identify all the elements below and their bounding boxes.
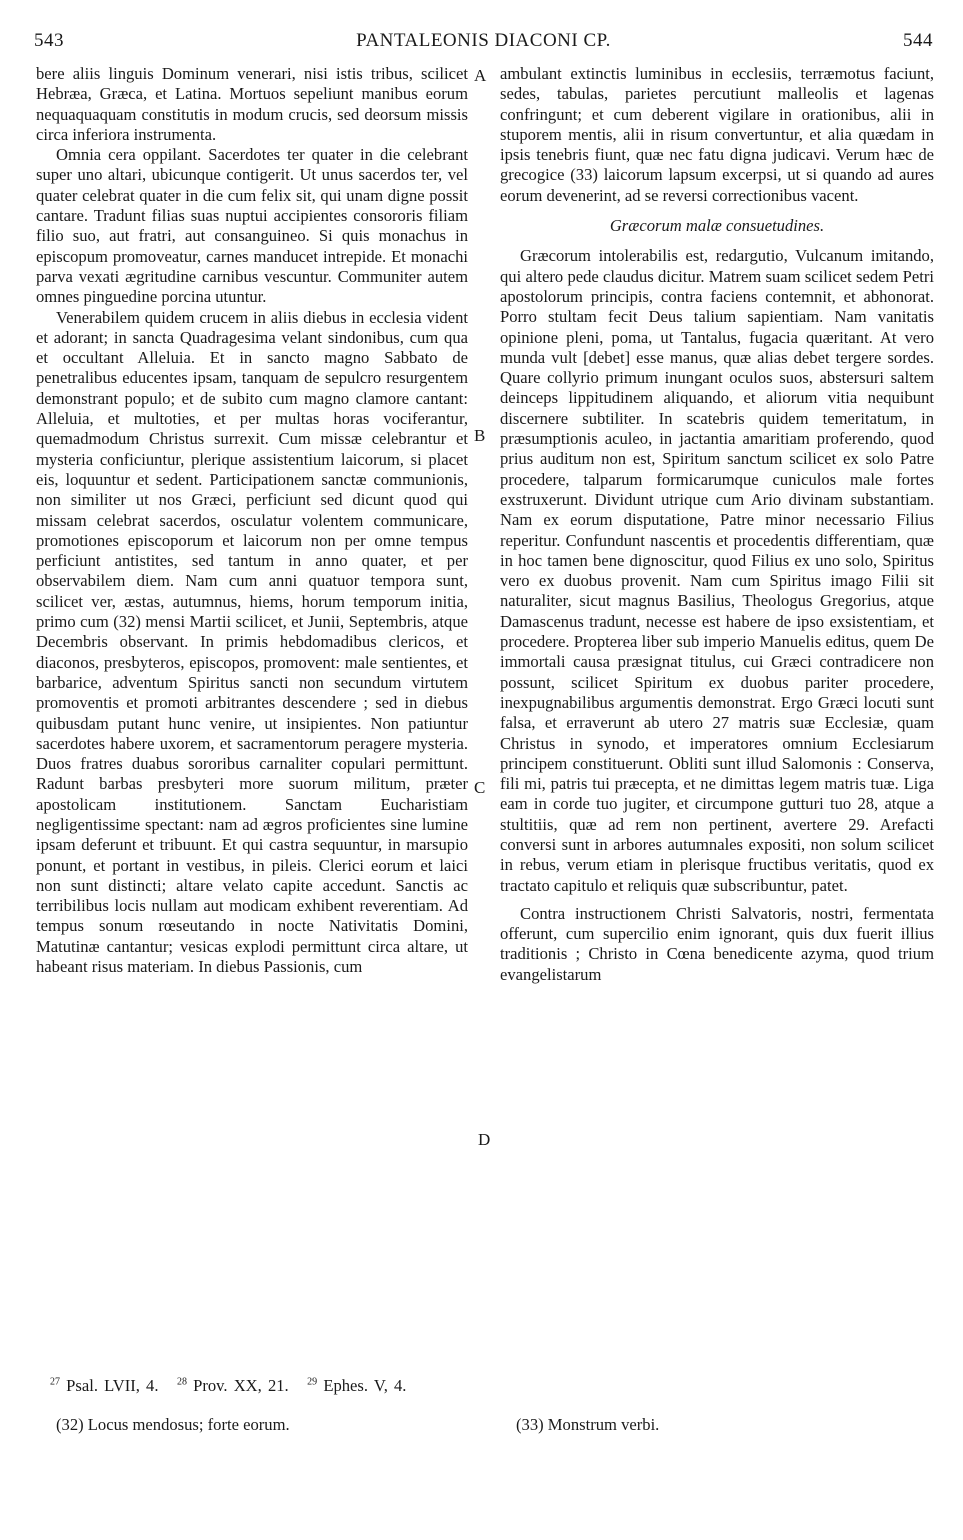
footnote-citations [50,1376,406,1396]
section-heading: Græcorum malæ consuetudines. [609,216,825,236]
margin-letter-c: C [474,778,486,797]
paragraph: Omnia cera oppilant. Sacerdotes ter quater in die celebrant super uno altari, ubicunque contigerit. Ut unus sacerdos ter, vel quater celebrat quater in die cum felix sit, qui unam digne possit cantare. Tradunt filias suas nuptui accipientes consororis filiam filio suo, aut fratri, aut consanguineo. Si quis monachus in episcopum promoveatur, carnes manducet intrepide. Et monachi parva vexati ægritudine carnibus vescuntur. Communiter autem omnes pinguedine porcina utuntur. [36,145,468,307]
margin-letter-b: B [474,426,486,445]
paragraph: Contra instructionem Christi Salvatoris, nostri, fermentata offerunt, cum supercilio enim ignorant, quis dux fuerit illius traditionis ; Christo in Cœna benedicente azyma, quod trium evangelistarum [500,903,934,984]
paragraph: Venerabilem quidem crucem in aliis diebus in ecclesia vident et adorant; in sancta Quadragesima velant sindonibus, cum qua et occultant Alleluia. Et in sancto magno Sabbato de penetralibus educentes ipsam, tanquam de sepulcro resurgentem demonstrant populo; et de subito cum magno clamore cantant: Alleluia, et multoties, et per multas horas vociferantur, quemadmodum Christus surrexit. Cum missæ celebrantur et mysteria conficiuntur, plerique assistentium laicorum, si placet eis, loquuntur et sedent. Participationem sanctæ communionis, non similiter ut nos Græci, perficiunt sed dicunt quod qui missam celebrat sacerdos, osculatur volentem communicare, promotiones episcoporum et laicorum non per omne tempus perficiunt antistites, sed tantum in anno quater, et per observabilem diem. Nam cum anni quatuor tempora sunt, scilicet ver, æstas, autumnus, hiems, horum temporum initia, primo cum (32) mensi Martii scilicet, et Junii, Septembris, atque Decembris observant. In primis hebdomadibus clericos, et diaconos, presbyteros, episcopos, promovent: male sentientes, et barbarice, adventum Spiritus sancti non secundum virtutem promoventis et promoti arbitrantes descendere ; sed in diebus quibusdam putant hunc venire, ut insipientes. Non patiuntur sacerdotes habere uxorem, et sacramentorum peragere mysteria. Duos fratres duabus sororibus carnaliter copulari permittunt. Radunt barbas presbyteri more suorum militum, præter apostolicam institutionem. Sanctam Eucharistiam negligentissime spectant: nam ad ægros proficientes sine lumine ipsam deferunt et tribuunt. Et qui castra sequuntur, in marsupio ponunt, et portant in vestibus, in pileis. Clerici eorum et laici non sunt distincti; altare velato capite accedunt. Sanctis ac terribilibus locis nullam aut modicam exhibent reverentiam. Ad tempus sonum rœseutando in nocte Nativitatis Domini, Matutinæ cantantur; vesicas explodi permittunt circa altare, ut habeant risus materiam. In diebus Passionis, cum [36,307,468,977]
page-number-right: 544 [903,30,933,51]
footnote-citation: Prov. XX, 21. [193,1376,289,1395]
footnote-number: 28 [176,1376,187,1388]
paragraph: Græcorum intolerabilis est, redargutio, Vulcanum imitando, qui altero pede claudus dicitur. Matrem suam scilicet sedem Petri apostolorum principis, contra faciens contemnit, et abhonorat. Porro stultam fecit Deus talium sapientiam. Nam vanitatis opinione pleni, poma, ut Tantalus, fugacia quæritant. At vero munda vult [debet] esse manus, quæ alias debet tergere sordes. Quare collyrio primum inungant oculos suos, abstersuri saltem deinceps lippitudinem aliquando, et aliorum vitia nequibunt discernere subtiliter. In scatebris quidem temeritatum, in præsumptionis aculeo, in jactantia amaritiam proferendo, quod prius auditum non est, Spiritum sanctum scilicet ex solo Patre procedere, talparum formicarumque cuniculos male fortes exstruxerunt. Dividunt utrique cum Ario divinam substantiam. Nam ex eorum disputatione, Patre minor necessario Filius reperitur. Confundunt nascentis et procedentis differentiam, quæ in hoc tamen bene dignoscitur, quod Filius ex uno solo, Spiritus vero ex duobus provenit. Nam cum Spiritus imago Filii sit naturaliter, sicut magnus Basilius, Theologus Gregorius, atque Damascenus tradunt, necesse est habere de ipso exsistentiam, et procedere. Propterea liber sub imperio Manuelis editus, quem De immortali causa præsignat titulus, cui Græci contradicere non possunt, scilicet Spiritum ex duobus pariter procedere, inexpugnabilibus argumentis demonstrat. Ergo Græci locuti sunt falsa, et erraverunt ab utero 27 matris suæ Ecclesiæ, quam Christus in synodo, et imperatores omnium Ecclesiarum principem constituerunt. Obliti sunt illud Salomonis : Conserva, fili mi, patris tui præcepta, et ne dimittas legem matris tuæ. Liga eam in corde tuo jugiter, et circumpone gutturi tuo 28, atque a stultitiis, quæ ad rem non pertinent, avertere 29. Arefacti conversi sunt in arbores autumnales expositi, non solum scilicet in rebus, verum etiam in plerisque fructibus veritatis, quod ex tractato capitulo et reliquis quæ subscribuntur, patet. [500,246,934,895]
left-column [36,64,468,977]
editor-note-right: (33) Monstrum verbi. [516,1415,660,1434]
footnote-number: 29 [307,1376,318,1388]
paragraph: ambulant extinctis luminibus in ecclesiis, terræmotus faciunt, sedes, tabulas, parietes percutiunt malleolis et lagenas confringunt; et cum deberent vigilare in orationibus, alii in stuporem mentis, alii in risum convertuntur, et alia quædam in ipsis tenebris fiunt, quæ nec fatu digna judicavi. Verum hæc de grecogice (33) laicorum lapsum excerpsi, ut si quando ad aures eorum devenerint, ad se reversi correctionibus vacent. [500,64,934,205]
right-column [500,64,934,985]
footnote-number: 27 [50,1376,60,1388]
footnote-citation: Psal. LVII, 4. [66,1376,159,1395]
margin-letter-d: D [478,1130,491,1149]
running-title: PANTALEONIS DIACONI CP. [356,30,611,51]
editor-note-left: (32) Locus mendosus; forte eorum. [56,1415,290,1434]
margin-letter-a: A [474,66,487,85]
paragraph: bere aliis linguis Dominum venerari, nisi istis tribus, scilicet Hebræa, Græca, et Latina. Mortuos sepeliunt manibus eorum nequaquaquam constitutis in modum crucis, sed deorsum missis circa inferiora instrumenta. [36,64,468,144]
footnote-citation: Ephes. V, 4. [323,1376,407,1395]
page-header [34,30,933,56]
page-number-left: 543 [34,30,64,51]
